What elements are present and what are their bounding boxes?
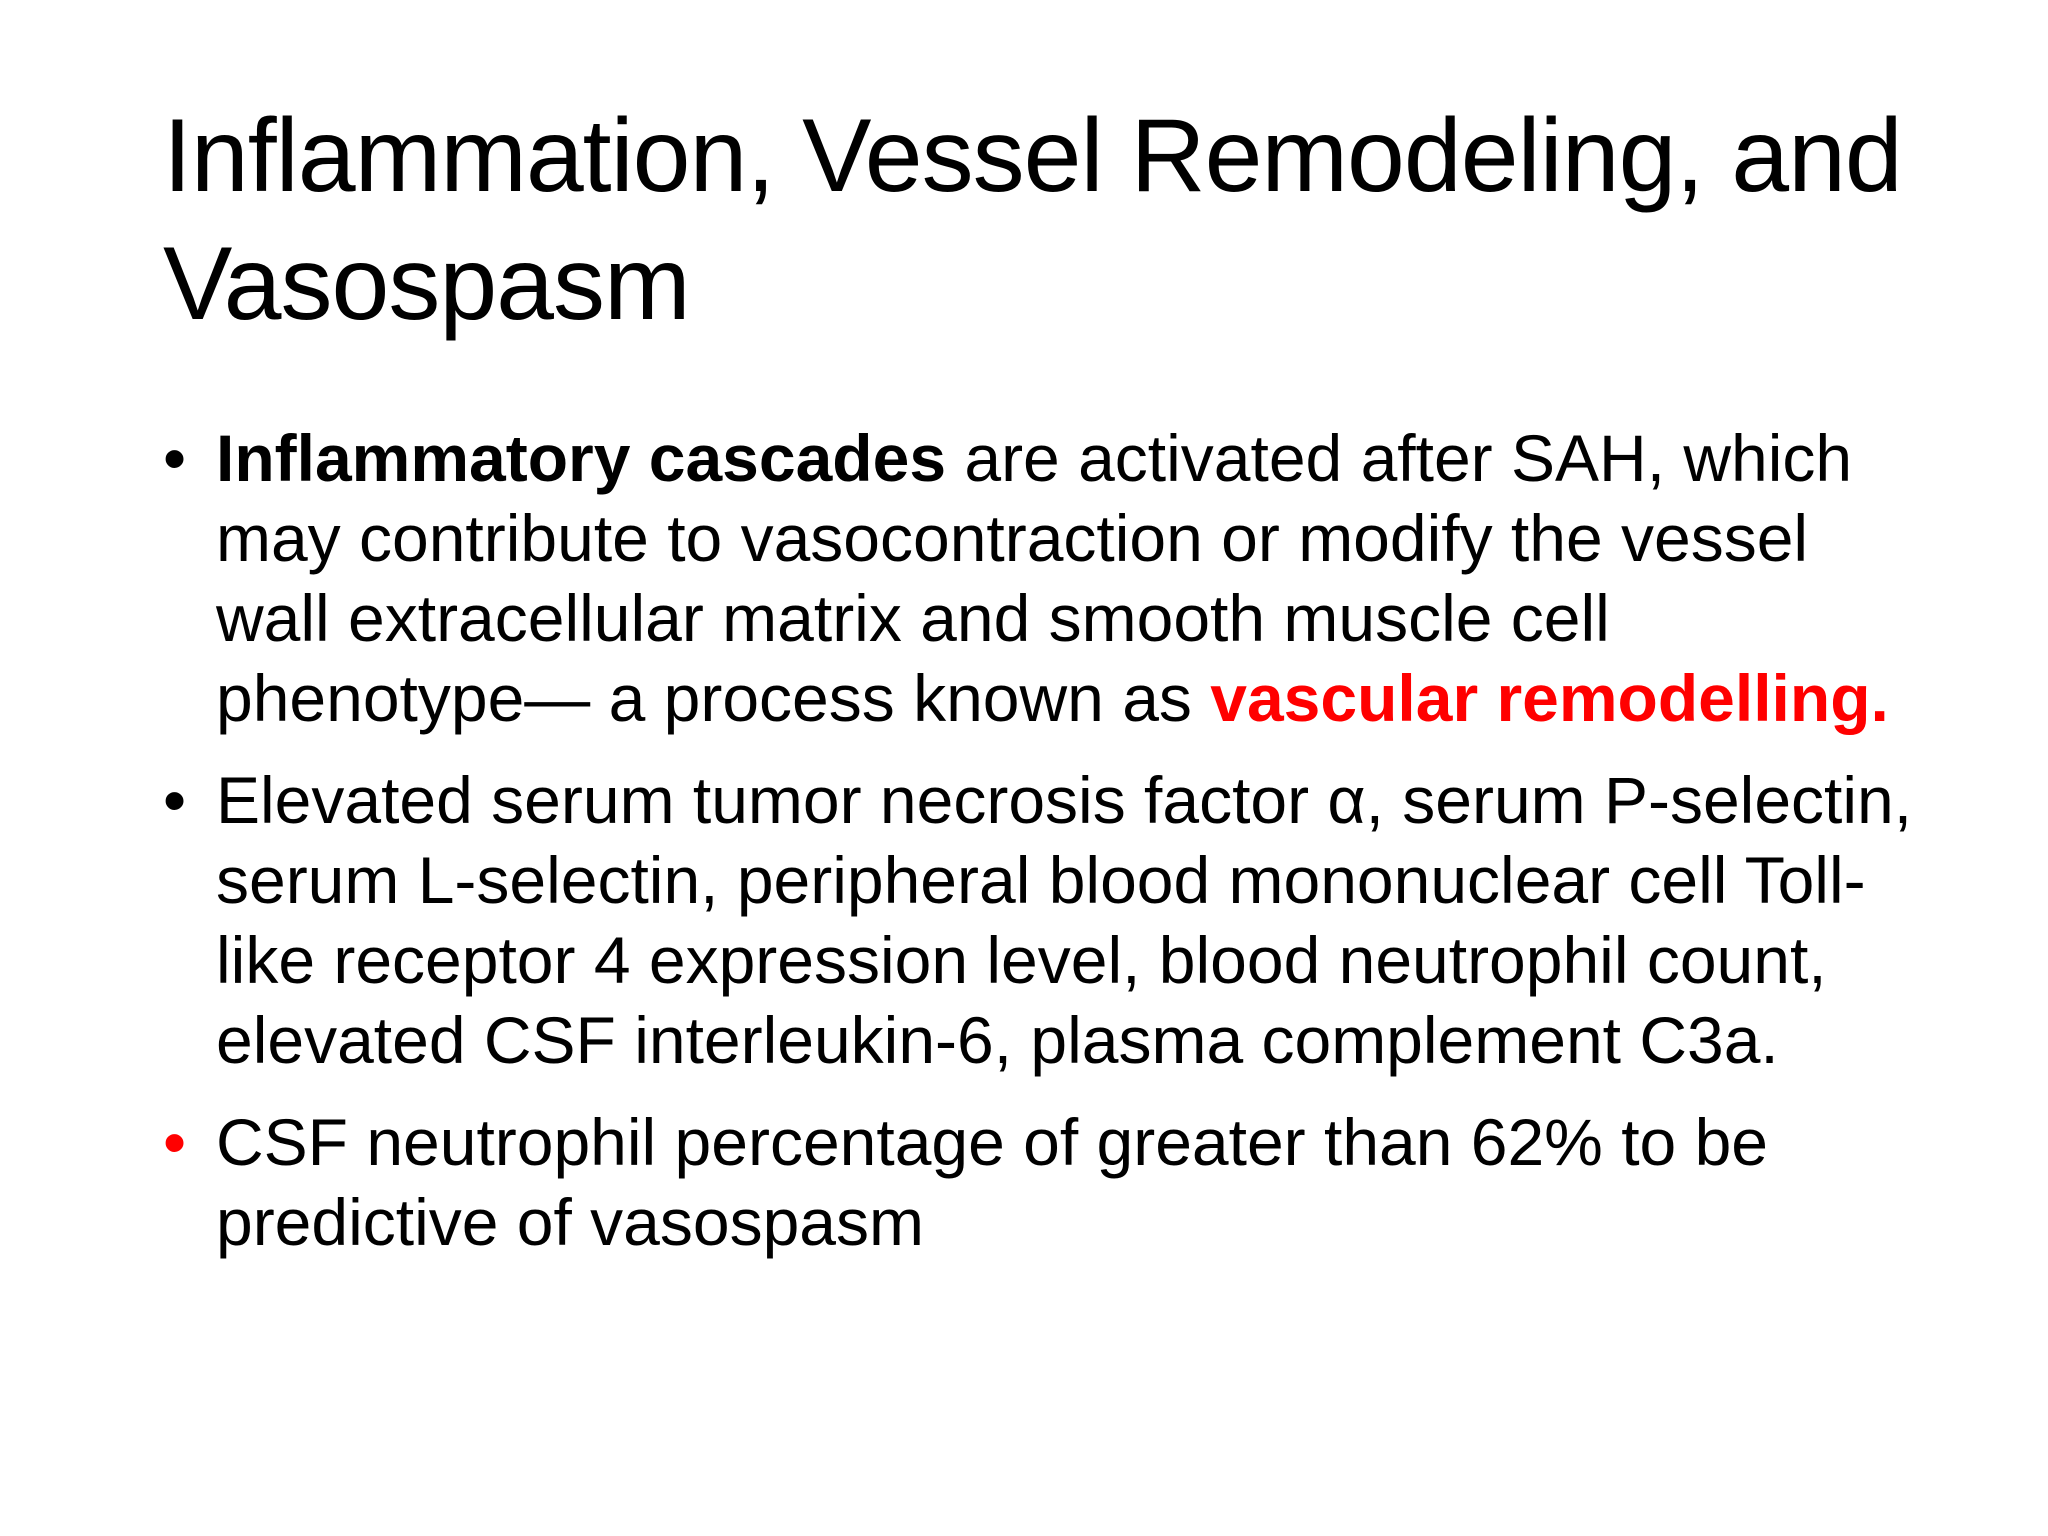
slide-title: Inflammation, Vessel Remodeling, and Vasospasm [163, 98, 1902, 342]
bullet-marker: • [163, 1105, 187, 1179]
bullet-marker: • [163, 421, 187, 495]
bullet-item-inflammatory-cascades [163, 418, 1923, 738]
bullet-text: CSF neutrophil percentage of greater than 62% to be predictive of vasospasm [216, 1105, 1768, 1259]
bullet-item-csf-neutrophil [163, 1102, 1923, 1262]
bullet-text: Elevated serum tumor necrosis factor α, serum P-selectin, serum L-selectin, peripheral blood mononuclear cell Toll-like receptor 4 expression level, blood neutrophil count, elevated CSF interleukin-6, plasma complement C3a. [216, 763, 1913, 1077]
bullet-item-inflammatory-markers [163, 760, 1923, 1080]
bullet-text: are activated after SAH, which may contribute to vasocontraction or modify the vessel wall extracellular matrix and smooth muscle cell phenotype— a process known as [216, 421, 1853, 735]
bullet-list [163, 418, 1923, 1284]
bullet-marker: • [163, 763, 187, 837]
bullet-highlight: vascular remodelling. [1210, 661, 1889, 735]
bullet-bold-lead: Inflammatory cascades [216, 421, 947, 495]
